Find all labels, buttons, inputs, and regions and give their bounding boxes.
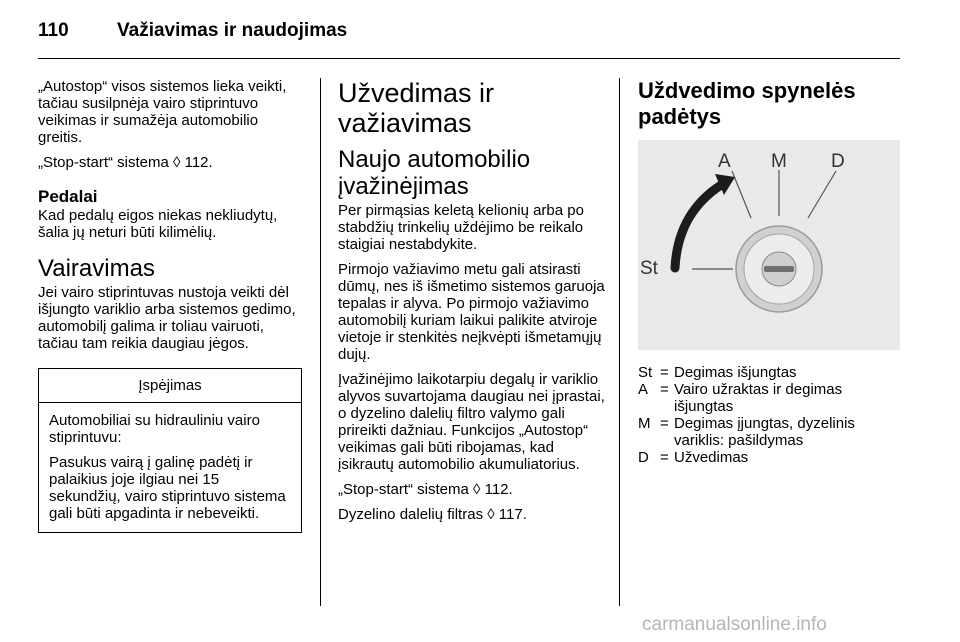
vairavimas-heading: Vairavimas <box>38 255 155 282</box>
warning-box <box>38 368 302 533</box>
watermark: carmanualsonline.info <box>642 614 827 635</box>
column-divider-right <box>619 78 620 606</box>
page-number: 110 <box>38 20 69 41</box>
stop-start-reference: „Stop-start“ sistema ◊ 112. <box>38 154 213 171</box>
key-slot-icon <box>764 266 794 272</box>
ignition-heading: Uždvedimo spynelės padėtys <box>638 78 856 129</box>
warning-title: Įspėjimas <box>39 369 301 403</box>
column-3 <box>638 78 900 466</box>
legend-row-d: D = Užvedimas <box>638 449 749 466</box>
pedalai-heading: Pedalai <box>38 187 98 206</box>
label-d: D <box>831 151 845 172</box>
ignition-switch-illustration <box>638 140 900 350</box>
break-in-paragraph-1: Per pirmąsias keletą kelionių arba po stabdžių trinkelių uždėjimo be reikalo staigiai nestabdykite. <box>338 202 584 253</box>
legend-row-st: St = Degimas išjungtas <box>638 364 797 381</box>
legend-row-a: A = Vairo užraktas ir degimas išjungtas <box>638 381 843 415</box>
autostop-paragraph: „Autostop“ visos sistemos lieka veikti, tačiau susilpnėja vairo stiprintuvo veikimas ir sumažėja automobilio greitis. <box>38 78 287 146</box>
break-in-paragraph-3: Įvažinėjimo laikotarpiu degalų ir variklio alyvos suvartojama daugiau nei įprastai, o dyzelino dalelių filtro valymo gali prireikti dažniau. Funkcijos „Autostop“ veikimas gali būti ribojamas, kad įsikrautų automobilio akumuliatorius. <box>338 371 605 473</box>
break-in-heading: Naujo automobilio įvažinėjimas <box>338 146 531 200</box>
dpf-reference: Dyzelino dalelių filtras ◊ 117. <box>338 506 527 523</box>
legend-list <box>638 364 900 466</box>
column-divider-left <box>320 78 321 606</box>
vairavimas-text: Jei vairo stiprintuvas nustoja veikti dėl išjungto variklio arba sistemos gedimo, automobilį galima ir toliau vairuoti, tačiau tam reikia daugiau jėgos. <box>38 284 296 352</box>
column-1 <box>38 78 302 533</box>
page-header <box>0 0 960 60</box>
ignition-switch-figure <box>638 140 900 350</box>
label-m: M <box>771 151 787 172</box>
break-in-paragraph-2: Pirmojo važiavimo metu gali atsirasti dūmų, nes iš išmetimo sistemos garuoja tepalas ir alyva. Po pirmojo važiavimo automobilį kuriam laikui palikite atviroje vietoje ir stenkitės neįkvėpti išmetamųjų dujų. <box>338 261 605 363</box>
warning-body <box>39 403 301 532</box>
header-rule <box>38 58 900 59</box>
warning-paragraph-2: Pasukus vairą į galinę padėtį ir palaikius joje ilgiau nei 15 sekundžių, vairo stiprintuvo sistema gali būti apgadinta ir nebeveikti. <box>49 454 286 522</box>
legend-row-m: M = Degimas įjungtas, dyzelinis variklis: pašildymas <box>638 415 855 449</box>
label-st: St <box>640 258 658 279</box>
column-2 <box>338 78 608 531</box>
warning-paragraph-1: Automobiliai su hidrauliniu vairo stiprintuvu: <box>49 412 260 446</box>
stop-start-reference-2: „Stop-start“ sistema ◊ 112. <box>338 481 513 498</box>
label-a: A <box>718 151 731 172</box>
running-title: Važiavimas ir naudojimas <box>117 20 348 41</box>
section-heading: Užvedimas ir važiavimas <box>338 78 495 138</box>
pedalai-text: Kad pedalų eigos niekas nekliudytų, šalia jų neturi būti kilimėlių. <box>38 207 278 241</box>
